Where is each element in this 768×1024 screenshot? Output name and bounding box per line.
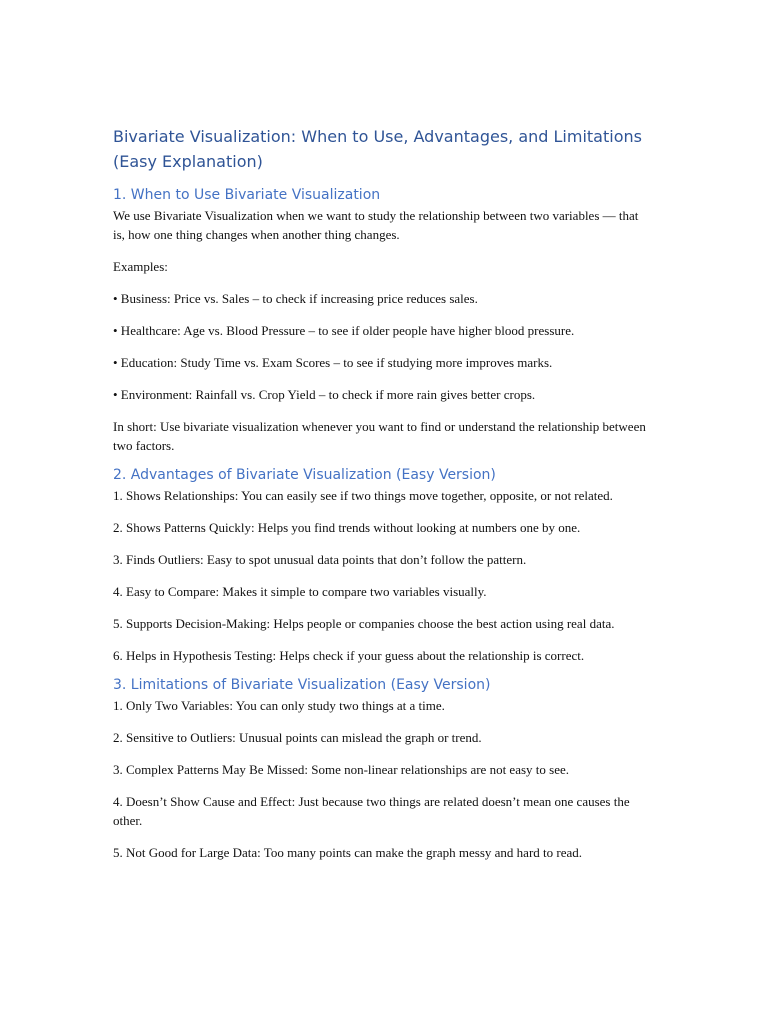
list-item: 6. Helps in Hypothesis Testing: Helps check if your guess about the relationship is correct. xyxy=(113,648,585,663)
list-item: 2. Sensitive to Outliers: Unusual points can mislead the graph or trend. xyxy=(113,730,482,745)
list-item: 1. Only Two Variables: You can only study two things at a time. xyxy=(113,698,445,713)
list-item: 2. Shows Patterns Quickly: Helps you find trends without looking at numbers one by one. xyxy=(113,520,581,535)
list-item: • Business: Price vs. Sales – to check if increasing price reduces sales. xyxy=(113,291,478,306)
list-item: 1. Shows Relationships: You can easily see if two things move together, opposite, or not related. xyxy=(113,488,613,503)
paragraph: In short: Use bivariate visualization whenever you want to find or understand the relationship between two factors. xyxy=(113,419,646,453)
section-advantages xyxy=(113,465,653,665)
paragraph: We use Bivariate Visualization when we want to study the relationship between two variables — that is, how one thing changes when another thing changes. xyxy=(113,208,639,242)
section-when-to-use xyxy=(113,185,653,455)
list-item: 5. Not Good for Large Data: Too many points can make the graph messy and hard to read. xyxy=(113,845,583,860)
document-body xyxy=(113,124,653,875)
list-item: 4. Doesn’t Show Cause and Effect: Just because two things are related doesn’t mean one causes the other. xyxy=(113,794,630,828)
section-heading: 1. When to Use Bivariate Visualization xyxy=(113,187,381,203)
list-item: • Healthcare: Age vs. Blood Pressure – to see if older people have higher blood pressure. xyxy=(113,323,575,338)
document-title: Bivariate Visualization: When to Use, Advantages, and Limitations (Easy Explanation) xyxy=(113,127,642,171)
list-item: 5. Supports Decision-Making: Helps people or companies choose the best action using real data. xyxy=(113,616,615,631)
section-limitations xyxy=(113,675,653,862)
list-item: 3. Finds Outliers: Easy to spot unusual data points that don’t follow the pattern. xyxy=(113,552,527,567)
list-item: 4. Easy to Compare: Makes it simple to compare two variables visually. xyxy=(113,584,487,599)
section-heading: 3. Limitations of Bivariate Visualization (Easy Version) xyxy=(113,677,491,693)
paragraph: Examples: xyxy=(113,259,168,274)
list-item: • Education: Study Time vs. Exam Scores – to see if studying more improves marks. xyxy=(113,355,553,370)
list-item: • Environment: Rainfall vs. Crop Yield – to check if more rain gives better crops. xyxy=(113,387,536,402)
section-heading: 2. Advantages of Bivariate Visualization (Easy Version) xyxy=(113,467,496,483)
list-item: 3. Complex Patterns May Be Missed: Some non-linear relationships are not easy to see. xyxy=(113,762,569,777)
